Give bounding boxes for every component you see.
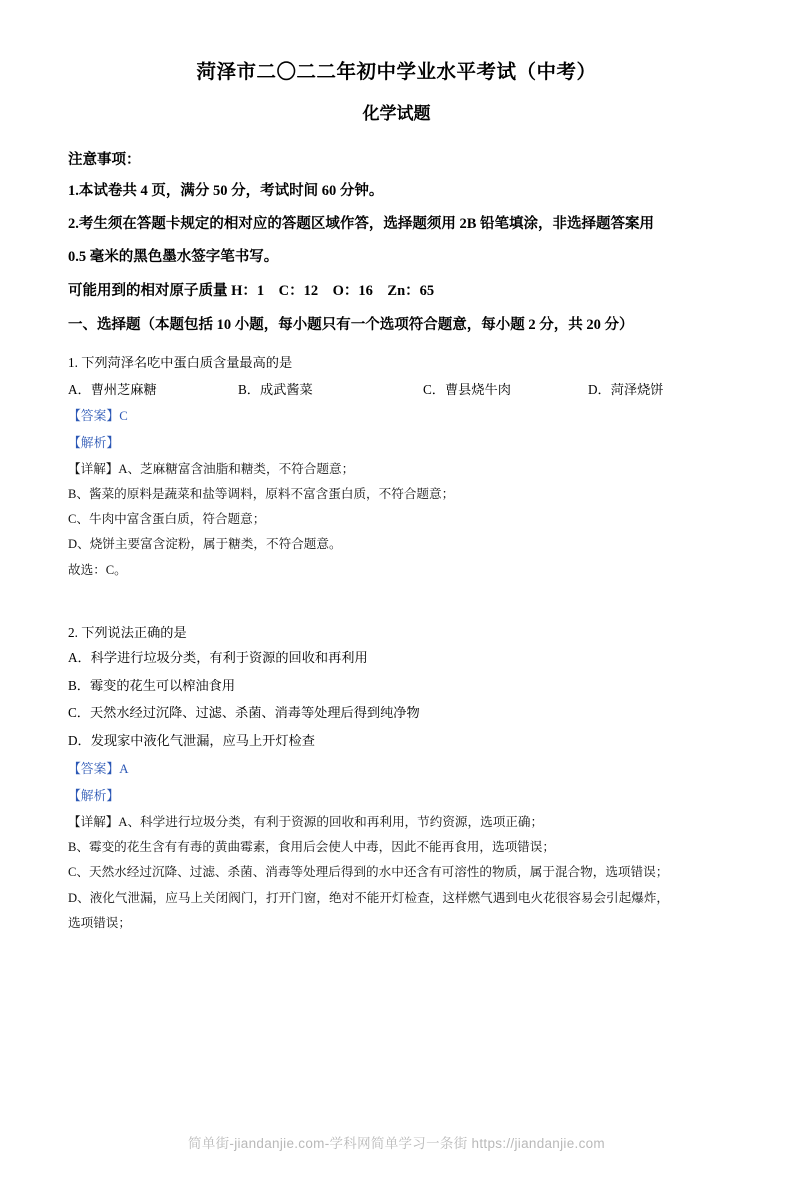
page-title: 菏泽市二〇二二年初中学业水平考试（中考） [196,62,597,83]
option-d[interactable]: D．发现家中液化气泄漏，应马上开灯检查 [68,733,315,749]
notice-item-2-line-2: 0.5 毫米的黑色墨水签字笔书写。 [68,248,279,265]
relative-atomic-mass-note: 可能用到的相对原子质量 H：1 C：12 O：16 Zn：65 [68,283,435,300]
exam-paper-page [0,58,793,1180]
section-heading-multiple-choice: 一、选择题（本题包括 10 小题，每小题只有一个选项符合题意，每小题 2 分，共 20 分） [68,317,634,334]
option-c[interactable]: C．曹县烧牛肉 [423,381,511,397]
option-b[interactable]: B．霉变的花生可以榨油食用 [68,677,236,693]
explanation-line: 【详解】A、芝麻糖富含油脂和糖类，不符合题意； [68,461,355,476]
answer-label: 【答案】 [68,761,120,776]
question-stem: 2. 下列说法正确的是 [68,624,187,640]
question-block-1 [68,351,725,583]
notice-item-2-line-1: 2.考生须在答题卡规定的相对应的答题区域作答，选择题须用 2B 铅笔填涂，非选择题答案用 [68,215,655,232]
answer-line [68,757,725,783]
explanation-line: B、酱菜的原料是蔬菜和盐等调料，原料不富含蛋白质，不符合题意； [68,487,455,502]
notice-item-1: 1.本试卷共 4 页，满分 50 分，考试时间 60 分钟。 [68,182,384,199]
option-c[interactable]: C．天然水经过沉降、过滤、杀菌、消毒等处理后得到纯净物 [68,705,420,721]
option-d[interactable]: D．菏泽烧饼 [588,381,664,397]
option-a[interactable]: A．曹州芝麻糖 [68,381,157,397]
explanation-line: C、牛肉中富含蛋白质，符合题意； [68,512,266,527]
option-b[interactable]: B．成武酱菜 [238,381,313,397]
answer-value: A [119,761,129,776]
answer-line [68,404,725,430]
explanation-line: B、霉变的花生含有有毒的黄曲霉素，食用后会使人中毒，因此不能再食用，选项错误； [68,840,555,855]
page-subtitle: 化学试题 [362,104,431,124]
question-options [68,377,725,402]
answer-label: 【答案】 [68,408,120,423]
analysis-label: 【解析】 [68,789,120,804]
explanation-line: D、烧饼主要富含淀粉，属于糖类，不符合题意。 [68,537,342,552]
answer-value: C [119,408,128,423]
explanation-line: 选项错误； [68,915,131,930]
option-a[interactable]: A．科学进行垃圾分类，有利于资源的回收和再利用 [68,649,368,665]
analysis-label: 【解析】 [68,436,120,451]
question-block-2 [68,621,725,936]
explanation-line: D、液化气泄漏，应马上关闭阀门，打开门窗，绝对不能开灯检查，这样燃气遇到电火花很容易会引起爆炸， [68,890,670,905]
explanation-line: 故选：C。 [68,562,127,577]
question-stem: 1. 下列菏泽名吃中蛋白质含量最高的是 [68,354,293,370]
explanation-line: C、天然水经过沉降、过滤、杀菌、消毒等处理后得到的水中还含有可溶性的物质，属于混合物，选项错误； [68,865,669,880]
page-footer-watermark: 简单街-jiandanjie.com-学科网简单学习一条街 https://jiandanjie.com [188,1136,605,1151]
notice-heading: 注意事项： [68,151,141,168]
explanation-line: 【详解】A、科学进行垃圾分类，有利于资源的回收和再利用，节约资源，选项正确； [68,815,544,830]
